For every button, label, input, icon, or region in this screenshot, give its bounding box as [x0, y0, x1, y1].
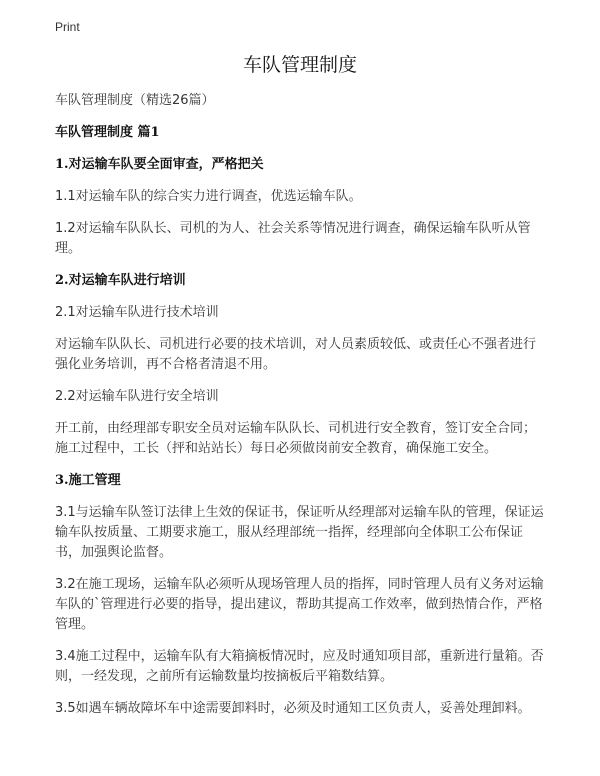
paragraph-3-5: 3.5如遇车辆故障坏车中途需要卸料时，必须及时通知工区负责人，妥善处理卸料。: [55, 701, 531, 716]
print-link[interactable]: Print: [55, 20, 80, 34]
document-body: [55, 50, 545, 731]
paragraph-2-1-body: 对运输车队队长、司机进行必要的技术培训，对人员素质较低、或责任心不强者进行强化业务培训，再不合格者清退不用。: [55, 337, 537, 372]
paragraph-2-2-body: 开工前，由经理部专职安全员对运输车队队长、司机进行安全教育，签订安全合同；施工过程中，工长（抨和站站长）每日必须做岗前安全教育，确保施工安全。: [55, 421, 537, 456]
section-heading-1: 1.对运输车队要全面审查，严格把关: [55, 157, 264, 172]
paragraph-2-1: 2.1对运输车队进行技术培训: [55, 305, 219, 320]
paragraph-3-2: 3.2在施工现场，运输车队必须听从现场管理人员的指挥，同时管理人员有义务对运输车队的`管理进行必要的指导，提出建议，帮助其提高工作效率，做到热情合作，严格管理。: [55, 577, 544, 632]
section-heading-2: 2.对运输车队进行培训: [55, 273, 186, 288]
document-title: 车队管理制度: [242, 54, 357, 76]
paragraph-1-1: 1.1对运输车队的综合实力进行调查，优选运输车队。: [55, 189, 362, 204]
paragraph-2-2: 2.2对运输车队进行安全培训: [55, 389, 219, 404]
section-heading-chapter-1: 车队管理制度 篇1: [55, 125, 160, 140]
paragraph-3-1: 3.1与运输车队签订法律上生效的保证书，保证听从经理部对运输车队的管理，保证运输车队按质量、工期要求施工，服从经理部统一指挥，经理部向全体职工公布保证书，加强舆论监督。: [55, 505, 544, 560]
paragraph-3-4: 3.4施工过程中，运输车队有大箱摘板情况时，应及时通知项目部，重新进行量箱。否则，一经发现，之前所有运输数量均按摘板后平箱数结算。: [55, 649, 544, 684]
section-heading-3: 3.施工管理: [55, 473, 121, 488]
document-subtitle: 车队管理制度（精选26篇）: [55, 93, 215, 108]
paragraph-1-2: 1.2对运输车队队长、司机的为人、社会关系等情况进行调查，确保运输车队听从管理。: [55, 221, 531, 256]
